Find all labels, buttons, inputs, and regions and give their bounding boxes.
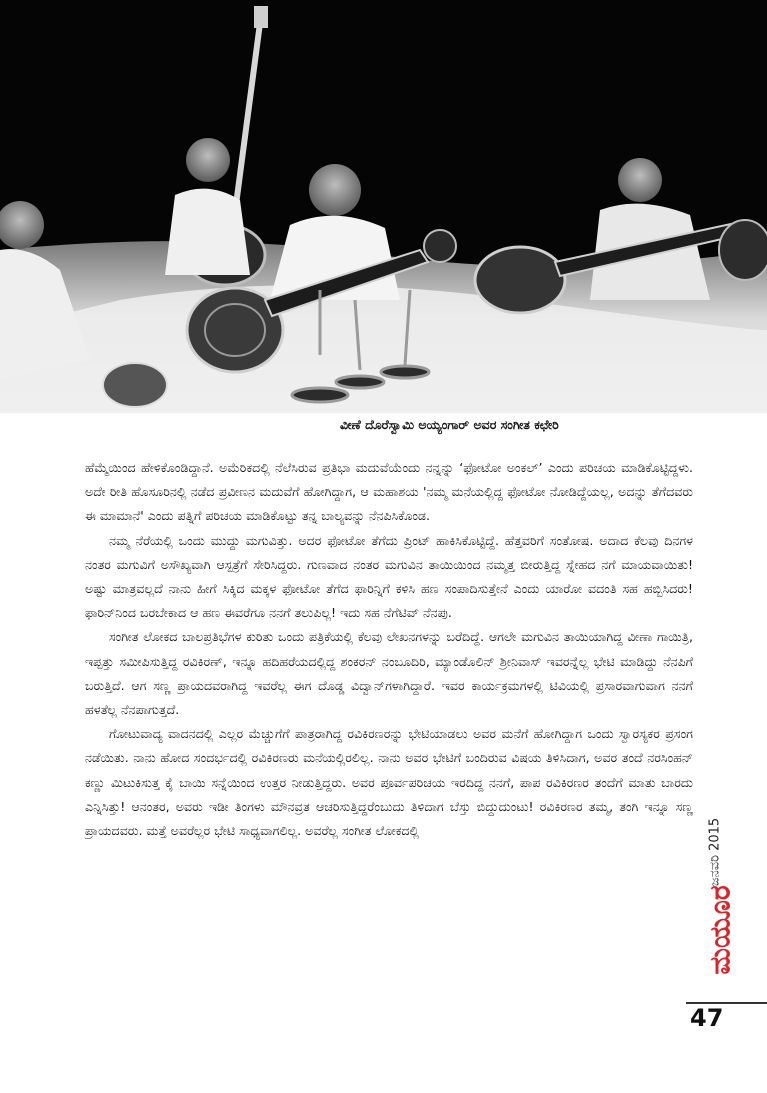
article-paragraph: ಗೋಟುವಾದ್ಯ ವಾದನದಲ್ಲಿ ಎಲ್ಲರ ಮೆಚ್ಚುಗೆಗೆ ಪಾತ್ರರಾಗಿದ್ದ ರವಿಕಿರಣರನ್ನು ಭೇಟಿಯಾಡಲು ಅವರ ಮನೆಗೆ ಹೋಗಿದ್ದಾಗ ಒಂದು ಸ್ವಾರಸ್ಯಕರ ಪ್ರಸಂಗ ನಡೆಯಿತು. ನಾನು ಹೋದ ಸಂದರ್ಭದಲ್ಲಿ ರವಿಕಿರಣರು ಮನೆಯಲ್ಲಿರಲಿಲ್ಲ. ನಾನು ಅವರ ಭೇಟಿಗೆ ಬಂದಿರುವ ವಿಷಯ ತಿಳಿಸಿದಾಗ, ಅವರ ತಂದೆ ನರಸಿಂಹನ್ ಕಣ್ಣು ಮಿಟುಕಿಸುತ್ತ ಕೈ ಬಾಯಿ ಸನ್ನೆಯಿಂದ ಉತ್ತರ ನೀಡುತ್ತಿದ್ದರು. ಅವರ ಪೂರ್ವಪರಿಚಯ ಇರದಿದ್ದ ನನಗೆ, ಪಾಪ ರವಿಕಿರಣರ ತಂದೆಗೆ ಮಾತು ಬಾರದು ಎನ್ನಿಸಿತ್ತು! ಆನಂತರ, ಅವರು ಇಡೀ ತಿಂಗಳು ಮೌನವ್ರತ ಆಚರಿಸುತ್ತಿದ್ದರೆಂಬುದು ತಿಳಿದಾಗ ಬೆಸ್ತು ಬಿದ್ದುದುಂಟು! ರವಿಕಿರಣರ ತಮ್ಮ, ತಂಗಿ ಇನ್ನೂ ಸಣ್ಣ ಪ್ರಾಯದವರು. ಮತ್ತೆ ಅವರೆಲ್ಲರ ಭೇಟಿ ಸಾಧ್ಯವಾಗಲಿಲ್ಲ. ಅವರೆಲ್ಲ ಸಂಗೀತ ಲೋಕದಲ್ಲಿ — [85, 726, 693, 839]
magazine-masthead — [703, 860, 739, 1000]
masthead-text: ಮಯೂರ — [704, 885, 738, 975]
issue-date-text: ಜನವರಿ 2015 — [707, 817, 723, 887]
page-number: 47 — [690, 1004, 724, 1032]
concert-photo — [0, 0, 767, 413]
article-paragraph: ಹೆಮ್ಮೆಯಿಂದ ಹೇಳಿಕೊಂಡಿದ್ದಾನೆ. ಅಮೆರಿಕದಲ್ಲಿ ನೆಲೆಸಿರುವ ಪ್ರತಿಭಾ ಮದುವೆಯೆಂದು ನನ್ನನ್ನು ‘ಫೋಟೋ ಅಂಕಲ್’ ಎಂದು ಪರಿಚಯ ಮಾಡಿಕೊಟ್ಟಿದ್ದಳು. ಅದೇ ರೀತಿ ಹೊಸೂರಿನಲ್ಲಿ ನಡೆದ ಪ್ರವೀಣನ ಮದುವೆಗೆ ಹೋಗಿದ್ದಾಗ, ಆ ಮಹಾಶಯ 'ನಮ್ಮ ಮನೆಯಲ್ಲಿದ್ದ ಫೋಟೋ ನೋಡಿದ್ದೆಯಲ್ಲ, ಅದನ್ನು ತೆಗೆದವರು ಈ ಮಾಮಾನೆ' ಎಂದು ಪತ್ನಿಗೆ ಪರಿಚಯ ಮಾಡಿಕೊಟ್ಟು ತನ್ನ ಬಾಲ್ಯವನ್ನು ನೆನಪಿಸಿಕೊಂಡ. — [85, 460, 693, 524]
article-paragraph: ಸಂಗೀತ ಲೋಕದ ಬಾಲಪ್ರತಿಭೆಗಳ ಕುರಿತು ಒಂದು ಪತ್ರಿಕೆಯಲ್ಲಿ ಕೆಲವು ಲೇಖನಗಳನ್ನು ಬರೆದಿದ್ದೆ. ಆಗಲೇ ಮಗುವಿನ ತಾಯಿಯಾಗಿದ್ದ ವೀಣಾ ಗಾಯಿತ್ರಿ, ಇಪ್ಪತ್ತು ಸಮೀಪಿಸುತ್ತಿದ್ದ ರವಿಕಿರಣ್, ಇನ್ನೂ ಹದಿಹರೆಯದಲ್ಲಿದ್ದ ಶಂಕರನ್ ನಂಬೂದಿರಿ, ಮ್ಯಾಂಡೊಲಿನ್ ಶ್ರೀನಿವಾಸ್ ಇವರನ್ನೆಲ್ಲ ಭೇಟಿ ಮಾಡಿದ್ದು ನೆನಪಿಗೆ ಬರುತ್ತಿದೆ. ಆಗ ಸಣ್ಣ ಪ್ರಾಯದವರಾಗಿದ್ದ ಇವರೆಲ್ಲ ಈಗ ದೊಡ್ಡ ವಿದ್ವಾನ್‌ಗಳಾಗಿದ್ದಾರೆ. ಇವರ ಕಾರ್ಯಕ್ರಮಗಳಲ್ಲಿ ಟಿವಿಯಲ್ಲಿ ಪ್ರಸಾರವಾಗುವಾಗ ನನಗೆ ಹಳತೆಲ್ಲ ನೆನಪಾಗುತ್ತದೆ. — [85, 629, 693, 718]
photo-caption: ವೀಣೆ ದೊರೆಸ್ವಾಮಿ ಅಯ್ಯಂಗಾರ್ ಅವರ ಸಂಗೀತ ಕಛೇರಿ — [340, 417, 559, 432]
article-paragraph: ನಮ್ಮ ನೆರೆಯಲ್ಲಿ ಒಂದು ಮುದ್ದು ಮಗುವಿತ್ತು. ಅದರ ಫೋಟೋ ತೆಗೆದು ಪ್ರಿಂಟ್ ಹಾಕಿಸಿಕೊಟ್ಟಿದ್ದೆ. ಹೆತ್ತವರಿಗೆ ಸಂತೋಷ. ಅದಾದ ಕೆಲವು ದಿನಗಳ ನಂತರ ಮಗುವಿಗೆ ಅಸೌಖ್ಯವಾಗಿ ಆಸ್ಪತ್ರೆಗೆ ಸೇರಿಸಿದ್ದರು. ಗುಣವಾದ ನಂತರ ಮಗುವಿನ ತಾಯಿಯಿಂದ ನಮ್ಮತ್ತ ಬೀರುತ್ತಿದ್ದ ಸ್ನೇಹದ ನಗೆ ಮಾಯವಾಯಿತು! ಅಷ್ಟು ಮಾತ್ರವಲ್ಲದೆ ನಾನು ಹೀಗೆ ಸಿಕ್ಕಿದ ಮಕ್ಕಳ ಫೋಟೋ ತೆಗೆದ ಫಾರಿನ್ನಿಗೆ ಕಳಿಸಿ ಹಣ ಸಂಪಾದಿಸುತ್ತೇನೆ ಎಂದು ಯಾರೋ ವದಂತಿ ಸಹ ಹಬ್ಬಿಸಿದರು! ಫಾರಿನ್‌ನಿಂದ ಬರಬೇಕಾದ ಆ ಹಣ ಈವರೆಗೂ ನನಗೆ ತಲುಪಿಲ್ಲ! ಇದು ಸಹ ನೆಗೆಟಿವ್ ನೆನಪು. — [85, 532, 693, 621]
concert-photo-graphic — [0, 0, 767, 413]
article-body — [85, 456, 693, 843]
